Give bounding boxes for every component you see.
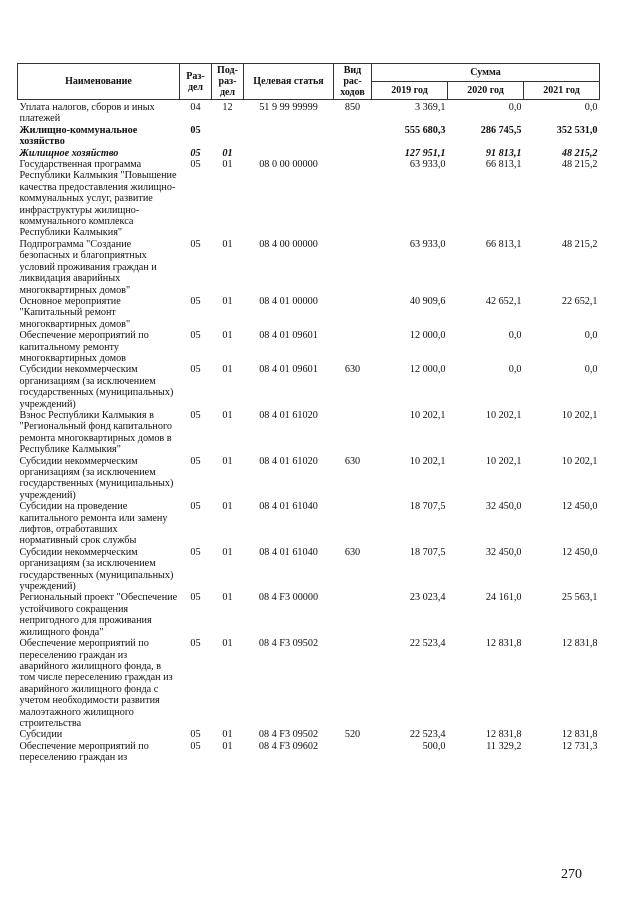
row-podrazdel: 01 bbox=[222, 159, 233, 171]
row-podrazdel: 01 bbox=[222, 455, 233, 467]
table-row bbox=[18, 501, 600, 547]
row-sum-2021: 12 831,8 bbox=[561, 638, 598, 650]
row-sum-2019: 63 933,0 bbox=[409, 159, 446, 171]
row-target: 08 4 01 61020 bbox=[259, 409, 318, 421]
row-podrazdel: 01 bbox=[222, 295, 233, 307]
header-podrazdel: Под-раз-дел bbox=[212, 64, 244, 100]
row-sum-2020: 10 202,1 bbox=[485, 455, 522, 467]
row-target bbox=[244, 125, 334, 148]
row-razdel: 05 bbox=[190, 501, 201, 513]
row-target: 08 4 01 09601 bbox=[259, 330, 318, 342]
row-target: 08 0 00 00000 bbox=[259, 159, 318, 171]
row-sum-2020: 12 831,8 bbox=[485, 638, 522, 650]
row-name: Жилищное хозяйство bbox=[19, 147, 119, 159]
row-target: 08 4 01 09601 bbox=[259, 364, 318, 376]
row-razdel: 05 bbox=[190, 729, 201, 741]
row-razdel: 05 bbox=[190, 147, 201, 159]
row-target: 08 4 F3 00000 bbox=[258, 592, 319, 604]
row-sum-2020: 24 161,0 bbox=[485, 592, 522, 604]
table-row bbox=[18, 239, 600, 296]
row-sum-2020: 0,0 bbox=[508, 364, 522, 376]
row-sum-2020: 0,0 bbox=[508, 102, 522, 113]
table-row bbox=[18, 100, 600, 125]
table-row bbox=[18, 638, 600, 729]
row-sum-2019: 40 909,6 bbox=[409, 295, 446, 307]
row-sum-2020: 10 202,1 bbox=[485, 409, 522, 421]
row-sum-2019: 12 000,0 bbox=[409, 364, 446, 376]
row-podrazdel bbox=[212, 125, 244, 148]
row-sum-2019: 12 000,0 bbox=[409, 330, 446, 342]
table-row bbox=[18, 410, 600, 456]
header-razdel: Раз-дел bbox=[180, 64, 212, 100]
row-name: Обеспечение мероприятий по переселению граждан из bbox=[19, 740, 149, 764]
row-vid bbox=[334, 410, 372, 456]
header-name: Наименование bbox=[18, 64, 180, 100]
row-sum-2020: 32 450,0 bbox=[485, 501, 522, 513]
row-sum-2021: 12 450,0 bbox=[561, 501, 598, 513]
row-target: 51 9 99 99999 bbox=[259, 102, 318, 113]
row-sum-2019: 18 707,5 bbox=[409, 546, 446, 558]
row-sum-2021: 22 652,1 bbox=[561, 295, 598, 307]
row-vid bbox=[334, 592, 372, 638]
row-vid bbox=[334, 159, 372, 239]
row-razdel: 05 bbox=[190, 546, 201, 558]
row-name: Субсидии на проведение капитального ремонта или замену лифтов, отработавших нормативный срок службы bbox=[19, 501, 168, 547]
row-sum-2021: 12 731,3 bbox=[561, 740, 598, 752]
table-row bbox=[18, 125, 600, 148]
row-sum-2021: 48 215,2 bbox=[561, 147, 598, 159]
row-name: Взнос Республики Калмыкия в "Региональный фонд капитального ремонта многоквартирных домов в Республике Калмыкия" bbox=[19, 409, 172, 456]
row-sum-2021: 10 202,1 bbox=[561, 455, 598, 467]
row-target bbox=[244, 148, 334, 159]
table-row bbox=[18, 729, 600, 740]
row-name: Уплата налогов, сборов и иных платежей bbox=[19, 102, 155, 125]
row-vid: 520 bbox=[344, 729, 361, 741]
row-razdel: 04 bbox=[190, 102, 201, 113]
row-razdel: 05 bbox=[190, 455, 201, 467]
row-razdel: 05 bbox=[190, 159, 201, 171]
row-sum-2019: 18 707,5 bbox=[409, 501, 446, 513]
row-podrazdel: 01 bbox=[222, 409, 233, 421]
row-vid bbox=[334, 296, 372, 330]
row-sum-2020: 0,0 bbox=[508, 330, 522, 342]
row-razdel: 05 bbox=[190, 295, 201, 307]
row-sum-2020: 91 813,1 bbox=[485, 147, 522, 159]
row-sum-2019: 63 933,0 bbox=[409, 238, 446, 250]
row-sum-2021: 48 215,2 bbox=[561, 159, 598, 171]
row-podrazdel: 01 bbox=[222, 638, 233, 650]
row-sum-2019: 10 202,1 bbox=[409, 409, 446, 421]
row-sum-2021: 0,0 bbox=[584, 102, 598, 113]
row-vid bbox=[334, 125, 372, 148]
row-sum-2019: 10 202,1 bbox=[409, 455, 446, 467]
row-vid bbox=[334, 239, 372, 296]
row-target: 08 4 01 61040 bbox=[259, 501, 318, 513]
row-vid bbox=[334, 638, 372, 729]
row-razdel: 05 bbox=[190, 409, 201, 421]
row-podrazdel: 12 bbox=[222, 102, 233, 113]
row-name: Региональный проект "Обеспечение устойчивого сокращения непригодного для проживания жилищного фонда" bbox=[19, 592, 178, 638]
row-razdel: 05 bbox=[190, 330, 201, 342]
header-sum: Сумма bbox=[372, 64, 600, 82]
header-2019: 2019 год bbox=[372, 82, 448, 100]
page-number: 270 bbox=[561, 867, 582, 882]
row-name: Субсидии некоммерческим организациям (за исключением государственных (муниципальных) учреждений) bbox=[19, 455, 174, 501]
table-row bbox=[18, 547, 600, 593]
row-vid: 850 bbox=[344, 102, 361, 113]
row-target: 08 4 F3 09502 bbox=[258, 729, 319, 741]
row-sum-2021: 48 215,2 bbox=[561, 238, 598, 250]
row-sum-2021: 12 450,0 bbox=[561, 546, 598, 558]
row-target: 08 4 01 61040 bbox=[259, 546, 318, 558]
row-name: Жилищно-коммунальное хозяйство bbox=[19, 124, 138, 148]
row-podrazdel: 01 bbox=[222, 364, 233, 376]
row-sum-2021: 0,0 bbox=[584, 330, 598, 342]
row-podrazdel: 01 bbox=[222, 740, 233, 752]
row-sum-2019: 555 680,3 bbox=[404, 124, 446, 136]
row-sum-2021: 0,0 bbox=[584, 364, 598, 376]
row-sum-2021: 12 831,8 bbox=[561, 729, 598, 741]
row-podrazdel: 01 bbox=[222, 501, 233, 513]
row-sum-2019: 3 369,1 bbox=[414, 102, 446, 113]
row-vid bbox=[334, 501, 372, 547]
row-razdel: 05 bbox=[190, 124, 201, 136]
table-row bbox=[18, 741, 600, 764]
table-row bbox=[18, 364, 600, 410]
table-row bbox=[18, 592, 600, 638]
row-name: Основное мероприятие "Капитальный ремонт многоквартирных домов" bbox=[19, 295, 131, 330]
row-sum-2020: 66 813,1 bbox=[485, 238, 522, 250]
row-name: Обеспечение мероприятий по капитальному ремонту многоквартирных домов bbox=[19, 330, 149, 364]
row-razdel: 05 bbox=[190, 364, 201, 376]
row-sum-2021: 25 563,1 bbox=[561, 592, 598, 604]
row-sum-2021: 10 202,1 bbox=[561, 409, 598, 421]
row-name: Субсидии bbox=[19, 729, 63, 741]
row-razdel: 05 bbox=[190, 638, 201, 650]
header-vid: Вид рас-ходов bbox=[334, 64, 372, 100]
header-row-1 bbox=[18, 64, 600, 82]
budget-table bbox=[17, 63, 600, 764]
header-2020: 2020 год bbox=[448, 82, 524, 100]
row-podrazdel: 01 bbox=[222, 238, 233, 250]
row-sum-2019: 23 023,4 bbox=[409, 592, 446, 604]
row-sum-2019: 22 523,4 bbox=[409, 729, 446, 741]
row-name: Субсидии некоммерческим организациям (за исключением государственных (муниципальных) учреждений) bbox=[19, 546, 174, 593]
row-razdel: 05 bbox=[190, 238, 201, 250]
table-row bbox=[18, 296, 600, 330]
table-row bbox=[18, 456, 600, 502]
row-sum-2021: 352 531,0 bbox=[556, 124, 598, 136]
row-sum-2020: 32 450,0 bbox=[485, 546, 522, 558]
row-vid bbox=[334, 148, 372, 159]
header-target: Целевая статья bbox=[244, 64, 334, 100]
row-sum-2020: 286 745,5 bbox=[480, 124, 522, 136]
row-name: Государственная программа Республики Калмыкия "Повышение качества предоставления жилищно-коммунальных услуг, развитие инфраструктуры жилищно-коммунального комплекса Республики Калмыкия" bbox=[19, 159, 177, 239]
row-name: Обеспечение мероприятий по переселению граждан из аварийного жилищного фонда, в том числе переселению граждан из аварийного жилищного фонда с учетом необходимости развития малоэтажного жилищного строительства bbox=[19, 638, 173, 729]
row-target: 08 4 F3 09502 bbox=[258, 638, 319, 650]
row-sum-2019: 127 951,1 bbox=[404, 147, 446, 159]
row-podrazdel: 01 bbox=[222, 729, 233, 741]
row-sum-2019: 500,0 bbox=[422, 740, 446, 752]
row-podrazdel: 01 bbox=[222, 546, 233, 558]
table-body bbox=[18, 100, 600, 764]
row-target: 08 4 01 00000 bbox=[259, 295, 318, 307]
row-razdel: 05 bbox=[190, 740, 201, 752]
header-2021: 2021 год bbox=[524, 82, 600, 100]
row-razdel: 05 bbox=[190, 592, 201, 604]
row-target: 08 4 F3 09602 bbox=[258, 740, 319, 752]
row-podrazdel: 01 bbox=[222, 147, 233, 159]
table-row bbox=[18, 148, 600, 159]
row-sum-2020: 11 329,2 bbox=[486, 740, 522, 752]
row-podrazdel: 01 bbox=[222, 330, 233, 342]
row-sum-2020: 66 813,1 bbox=[485, 159, 522, 171]
row-vid: 630 bbox=[344, 455, 361, 467]
row-sum-2019: 22 523,4 bbox=[409, 638, 446, 650]
table-row bbox=[18, 330, 600, 364]
row-podrazdel: 01 bbox=[222, 592, 233, 604]
row-name: Подпрограмма "Создание безопасных и благоприятных условий проживания граждан и ликвидация аварийных многоквартирных домов" bbox=[19, 238, 157, 296]
row-target: 08 4 00 00000 bbox=[259, 238, 318, 250]
row-vid: 630 bbox=[344, 546, 361, 558]
table-row bbox=[18, 159, 600, 239]
row-vid bbox=[334, 741, 372, 764]
row-sum-2020: 42 652,1 bbox=[485, 295, 522, 307]
row-sum-2020: 12 831,8 bbox=[485, 729, 522, 741]
row-vid: 630 bbox=[344, 364, 361, 376]
row-name: Субсидии некоммерческим организациям (за исключением государственных (муниципальных) учреждений) bbox=[19, 364, 174, 410]
row-target: 08 4 01 61020 bbox=[259, 455, 318, 467]
row-vid bbox=[334, 330, 372, 364]
